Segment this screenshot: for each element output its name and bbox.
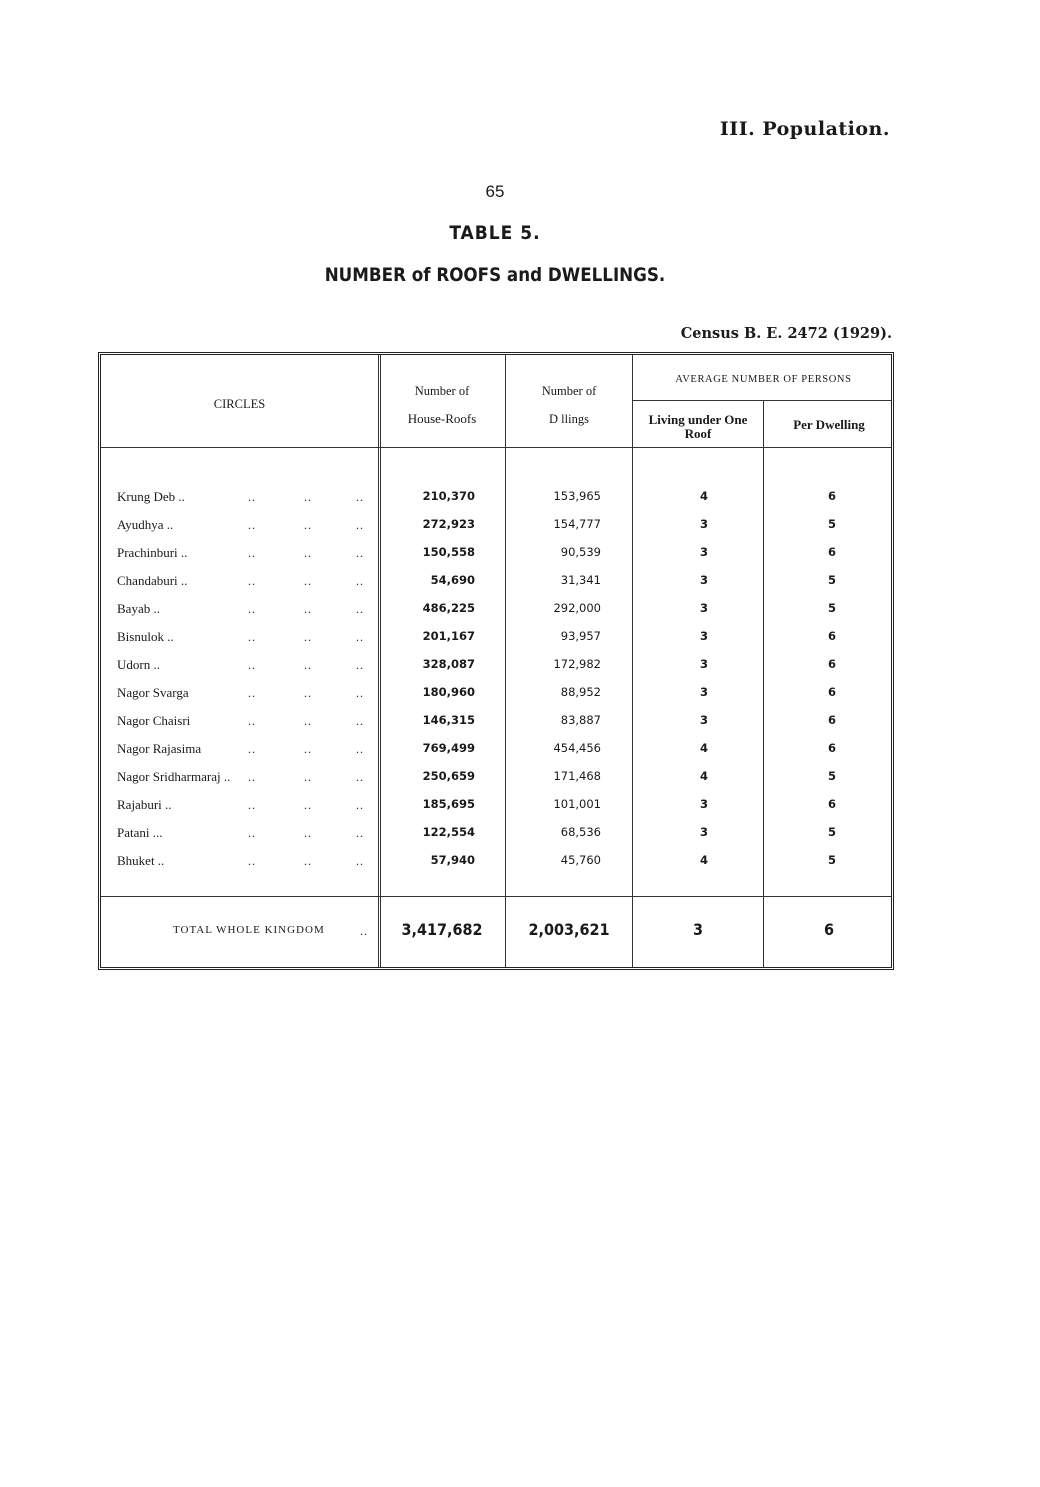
column-rule <box>763 400 764 967</box>
circle-name: Rajaburi .. <box>117 797 172 812</box>
total-label: TOTAL WHOLE KINGDOM <box>173 924 325 936</box>
persons-per-roof-value: 4 <box>699 769 708 783</box>
leader-dots: .. <box>304 574 312 588</box>
dwellings-value: 90,539 <box>560 545 601 559</box>
persons-per-dwelling-value: 5 <box>827 769 836 783</box>
circle-name: Nagor Chaisri <box>117 713 191 728</box>
circle-name: Ayudhya .. <box>117 517 174 532</box>
circle-name: Nagor Svarga <box>117 685 189 700</box>
leader-dots: .. <box>304 602 312 616</box>
census-note: Census B. E. 2472 (1929). <box>680 325 892 342</box>
leader-dots: .. <box>356 798 364 812</box>
leader-dots: .. <box>248 686 256 700</box>
house-roofs-value: 769,499 <box>422 741 475 755</box>
header-bottom-rule <box>101 447 891 448</box>
leader-dots: .. <box>248 854 256 868</box>
total-per-roof: 3 <box>692 920 703 939</box>
dwellings-value: 31,341 <box>560 573 601 587</box>
leader-dots: .. <box>356 546 364 560</box>
total-roofs: 3,417,682 <box>401 920 483 939</box>
leader-dots: .. <box>356 630 364 644</box>
circle-name: Patani ... <box>117 825 163 840</box>
persons-per-dwelling-value: 6 <box>827 489 836 503</box>
house-roofs-value: 250,659 <box>422 769 475 783</box>
total-rule <box>101 896 891 897</box>
leader-dots: .. <box>304 630 312 644</box>
circle-name: Krung Deb .. <box>117 489 185 504</box>
circle-name: Bhuket .. <box>117 853 165 868</box>
leader-dots: .. <box>304 798 312 812</box>
circle-name: Nagor Rajasima <box>117 741 202 756</box>
leader-dots: .. <box>356 686 364 700</box>
leader-dots: .. <box>356 714 364 728</box>
dwellings-value: 153,965 <box>553 489 601 503</box>
page-number: 65 <box>485 182 505 201</box>
dwellings-header-line1: Number of <box>541 384 597 398</box>
header-group-rule <box>632 400 891 401</box>
leader-dots: .. <box>356 742 364 756</box>
leader-dots: .. <box>356 658 364 672</box>
leader-dots: .. <box>356 826 364 840</box>
leader-dots: .. <box>304 770 312 784</box>
leader-dots: .. <box>248 574 256 588</box>
circle-name: Nagor Sridharmaraj .. <box>117 769 231 784</box>
persons-per-roof-value: 3 <box>699 825 708 839</box>
leader-dots: .. <box>248 490 256 504</box>
leader-dots: .. <box>248 602 256 616</box>
leader-dots: .. <box>356 490 364 504</box>
persons-per-dwelling-value: 5 <box>827 517 836 531</box>
leader-dots: .. <box>248 630 256 644</box>
table-heading: NUMBER of ROOFS and DWELLINGS. <box>324 264 666 286</box>
leader-dots: .. <box>304 742 312 756</box>
section-title: III. Population. <box>719 118 890 140</box>
circles-header: CIRCLES <box>213 397 266 411</box>
leader-dots: .. <box>304 826 312 840</box>
persons-per-roof-value: 3 <box>699 517 708 531</box>
persons-per-dwelling-value: 5 <box>827 825 836 839</box>
leader-dots: .. <box>248 518 256 532</box>
total-dwellings: 2,003,621 <box>528 920 610 939</box>
persons-per-dwelling-value: 6 <box>827 657 836 671</box>
persons-per-roof-value: 3 <box>699 713 708 727</box>
leader-dots: .. <box>248 546 256 560</box>
dwellings-value: 88,952 <box>560 685 601 699</box>
table-label: TABLE 5. <box>449 222 541 244</box>
house-roofs-value: 150,558 <box>422 545 475 559</box>
persons-per-roof-value: 3 <box>699 797 708 811</box>
persons-per-roof-value: 3 <box>699 573 708 587</box>
leader-dots: .. <box>248 798 256 812</box>
leader-dots: .. <box>356 770 364 784</box>
persons-per-dwelling-value: 5 <box>827 601 836 615</box>
persons-per-roof-value: 4 <box>699 741 708 755</box>
leader-dots: .. <box>248 826 256 840</box>
average-persons-header: AVERAGE NUMBER OF PERSONS <box>675 374 852 385</box>
house-roofs-value: 57,940 <box>430 853 475 867</box>
circle-name: Prachinburi .. <box>117 545 188 560</box>
per-dwelling-header: Per Dwelling <box>793 417 865 432</box>
leader-dots: .. <box>304 490 312 504</box>
leader-dots: .. <box>356 574 364 588</box>
house-roofs-value: 54,690 <box>430 573 475 587</box>
leader-dots: .. <box>248 742 256 756</box>
persons-per-dwelling-value: 6 <box>827 713 836 727</box>
leader-dots: .. <box>356 854 364 868</box>
dwellings-value: 101,001 <box>553 797 601 811</box>
dwellings-value: 454,456 <box>553 741 601 755</box>
roofs-header-line1: Number of <box>414 384 470 398</box>
house-roofs-value: 328,087 <box>422 657 475 671</box>
leader-dots: .. <box>304 518 312 532</box>
persons-per-dwelling-value: 6 <box>827 629 836 643</box>
house-roofs-value: 486,225 <box>422 601 475 615</box>
persons-per-roof-value: 3 <box>699 629 708 643</box>
roofs-dwellings-table <box>98 352 894 970</box>
dwellings-value: 68,536 <box>560 825 601 839</box>
house-roofs-value: 122,554 <box>422 825 475 839</box>
circle-name: Bayab .. <box>117 601 160 616</box>
dwellings-value: 93,957 <box>560 629 601 643</box>
leader-dots: .. <box>248 714 256 728</box>
house-roofs-value: 201,167 <box>422 629 475 643</box>
house-roofs-value: 185,695 <box>422 797 475 811</box>
dwellings-value: 154,777 <box>553 517 601 531</box>
persons-per-roof-value: 4 <box>699 489 708 503</box>
persons-per-dwelling-value: 6 <box>827 685 836 699</box>
total-leader-dots: .. <box>360 924 368 938</box>
persons-per-dwelling-value: 6 <box>827 545 836 559</box>
living-under-one-roof-header: Living under One Roof <box>648 412 748 441</box>
persons-per-dwelling-value: 5 <box>827 573 836 587</box>
house-roofs-value: 272,923 <box>422 517 475 531</box>
house-roofs-value: 210,370 <box>422 489 475 503</box>
circle-name: Udorn .. <box>117 657 160 672</box>
leader-dots: .. <box>356 602 364 616</box>
leader-dots: .. <box>248 770 256 784</box>
leader-dots: .. <box>304 546 312 560</box>
dwellings-value: 45,760 <box>560 853 601 867</box>
persons-per-roof-value: 3 <box>699 657 708 671</box>
leader-dots: .. <box>304 686 312 700</box>
circle-name: Chandaburi .. <box>117 573 188 588</box>
persons-per-dwelling-value: 6 <box>827 797 836 811</box>
leader-dots: .. <box>304 714 312 728</box>
dwellings-value: 292,000 <box>553 601 601 615</box>
leader-dots: .. <box>304 658 312 672</box>
persons-per-roof-value: 3 <box>699 545 708 559</box>
roofs-header-line2: House-Roofs <box>407 411 477 426</box>
house-roofs-value: 180,960 <box>422 685 475 699</box>
dwellings-value: 172,982 <box>553 657 601 671</box>
leader-dots: .. <box>356 518 364 532</box>
leader-dots: .. <box>248 658 256 672</box>
persons-per-roof-value: 3 <box>699 685 708 699</box>
house-roofs-value: 146,315 <box>422 713 475 727</box>
dwellings-value: 83,887 <box>560 713 601 727</box>
dwellings-value: 171,468 <box>553 769 601 783</box>
leader-dots: .. <box>304 854 312 868</box>
persons-per-dwelling-value: 5 <box>827 853 836 867</box>
total-per-dwelling: 6 <box>823 920 834 939</box>
circle-name: Bisnulok .. <box>117 629 174 644</box>
persons-per-dwelling-value: 6 <box>827 741 836 755</box>
dwellings-header-line2: D llings <box>549 412 589 426</box>
persons-per-roof-value: 3 <box>699 601 708 615</box>
persons-per-roof-value: 4 <box>699 853 708 867</box>
